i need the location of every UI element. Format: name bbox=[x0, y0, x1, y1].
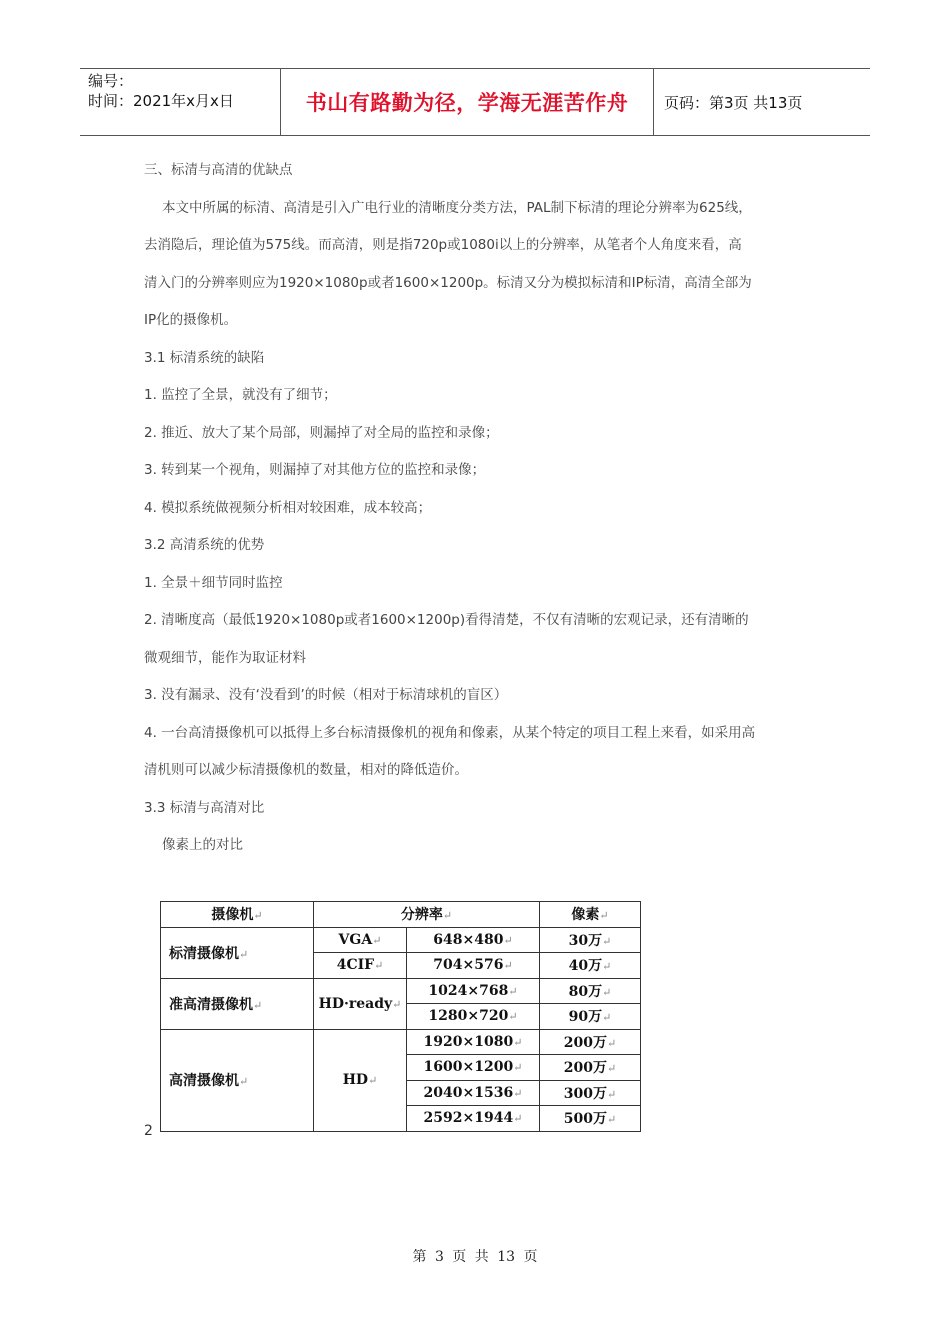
header-meta bbox=[80, 69, 281, 135]
table-caption: 像素上的对比 bbox=[162, 837, 243, 853]
list-item: 2. 推近、放大了某个局部，则漏掉了对全局的监控和录像； bbox=[144, 424, 499, 441]
header-cell-resolution: 分辨率↵ bbox=[314, 902, 540, 928]
resolution-cell: 1280×720↵ bbox=[407, 1004, 540, 1030]
list-item: 1. 全景＋细节同时监控 bbox=[144, 574, 283, 591]
resolution-cell: 2592×1944↵ bbox=[407, 1106, 540, 1132]
pixels-cell: 40万↵ bbox=[540, 953, 641, 979]
subsection-heading: 3.3 标清与高清对比 bbox=[144, 799, 265, 816]
header-page-code: 页码：第3页 共13页 bbox=[664, 93, 803, 112]
pixels-cell: 500万↵ bbox=[540, 1106, 641, 1132]
pixels-cell: 30万↵ bbox=[540, 927, 641, 953]
header-motto: 书山有路勤为径，学海无涯苦作舟 bbox=[281, 69, 654, 135]
table-row bbox=[161, 1029, 641, 1055]
resolution-cell: 704×576↵ bbox=[407, 953, 540, 979]
camera-type-cell: 高清摄像机↵ bbox=[161, 1029, 314, 1131]
header-cell-camera: 摄像机↵ bbox=[161, 902, 314, 928]
subsection-heading: 3.2 高清系统的优势 bbox=[144, 537, 265, 553]
subsection-heading: 3.1 标清系统的缺陷 bbox=[144, 349, 265, 366]
list-item: 4. 模拟系统做视频分析相对较困难，成本较高； bbox=[144, 499, 432, 516]
resolution-cell: 1024×768↵ bbox=[407, 978, 540, 1004]
document-number-label: 编号： bbox=[88, 72, 134, 90]
camera-type-cell: 标清摄像机↵ bbox=[161, 927, 314, 978]
table-row bbox=[161, 978, 641, 1004]
list-item: 4. 一台高清摄像机可以抵得上多台标清摄像机的视角和像素，从某个特定的项目工程上来看，如采用高 bbox=[144, 724, 756, 741]
table-row bbox=[161, 927, 641, 953]
camera-type-cell: 准高清摄像机↵ bbox=[161, 978, 314, 1029]
list-item: 1. 监控了全景，就没有了细节； bbox=[144, 387, 337, 403]
table-header-row bbox=[161, 902, 641, 928]
document-body bbox=[144, 152, 824, 865]
list-item: 2. 清晰度高（最低1920×1080p或者1600×1200p)看得清楚，不仅有清晰的宏观记录，还有清晰的 bbox=[144, 612, 749, 628]
comparison-table-wrapper bbox=[160, 901, 641, 1132]
list-item: 3. 没有漏录、没有‘没看到’的时候（相对于标清球机的盲区） bbox=[144, 687, 508, 703]
paragraph-line: 本文中所属的标清、高清是引入广电行业的清晰度分类方法，PAL制下标清的理论分辨率为625线， bbox=[162, 199, 752, 216]
section-heading: 三、标清与高清的优缺点 bbox=[144, 162, 293, 178]
page-footer: 第 3 页 共 13 页 bbox=[412, 1249, 538, 1265]
pixels-cell: 300万↵ bbox=[540, 1080, 641, 1106]
standard-cell: HD·ready↵ bbox=[314, 978, 407, 1029]
paragraph-line: IP化的摄像机。 bbox=[144, 312, 238, 328]
side-page-number: 2 bbox=[144, 1123, 153, 1139]
resolution-cell: 1600×1200↵ bbox=[407, 1055, 540, 1081]
pixels-cell: 80万↵ bbox=[540, 978, 641, 1004]
standard-cell: VGA↵ bbox=[314, 927, 407, 953]
header-cell-pixels: 像素↵ bbox=[540, 902, 641, 928]
resolution-cell: 1920×1080↵ bbox=[407, 1029, 540, 1055]
comparison-table bbox=[160, 901, 641, 1132]
list-item-continuation: 微观细节，能作为取证材料 bbox=[144, 649, 306, 666]
resolution-cell: 648×480↵ bbox=[407, 927, 540, 953]
document-date-label: 时间：2021年x月x日 bbox=[88, 92, 234, 110]
standard-cell: HD↵ bbox=[314, 1029, 407, 1131]
pixels-cell: 90万↵ bbox=[540, 1004, 641, 1030]
page-header bbox=[80, 68, 870, 136]
paragraph-line: 清入门的分辨率则应为1920×1080p或者1600×1200p。标清又分为模拟标清和IP标清，高清全部为 bbox=[144, 274, 752, 291]
standard-cell: 4CIF↵ bbox=[314, 953, 407, 979]
resolution-cell: 2040×1536↵ bbox=[407, 1080, 540, 1106]
list-item: 3. 转到某一个视角，则漏掉了对其他方位的监控和录像； bbox=[144, 462, 486, 478]
pixels-cell: 200万↵ bbox=[540, 1055, 641, 1081]
list-item-continuation: 清机则可以减少标清摄像机的数量，相对的降低造价。 bbox=[144, 762, 468, 778]
pixels-cell: 200万↵ bbox=[540, 1029, 641, 1055]
paragraph-line: 去消隐后，理论值为575线。而高清，则是指720p或1080i以上的分辨率，从笔者个人角度来看，高 bbox=[144, 237, 742, 253]
